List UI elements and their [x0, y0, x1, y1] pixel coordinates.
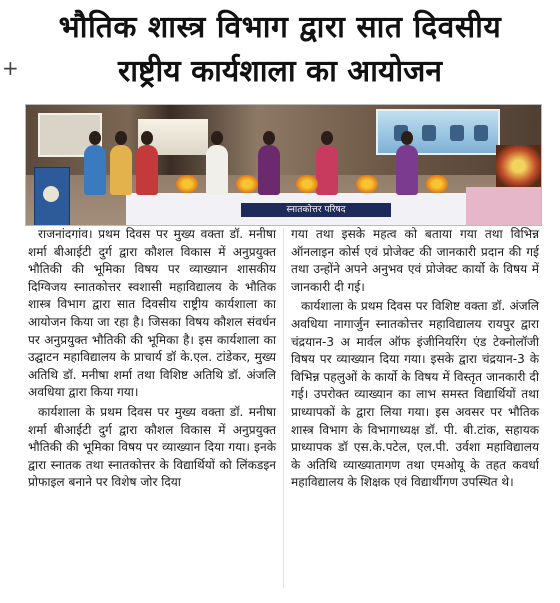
article-column-left	[28, 226, 276, 492]
column-divider	[283, 228, 284, 588]
headline-line-1: भौतिक शास्त्र विभाग द्वारा सात दिवसीय	[58, 10, 502, 45]
article-paragraph: कार्यशाला के प्रथम दिवस पर विशिष्ट वक्ता डॉ. अंजलि अवधिया नागार्जुन स्नातकोत्तर महाविद्यालय रायपुर द्वारा चंद्रयान-3 अ मार्वल ऑफ इंजीनियरिंग एंड टेक्नोलॉजी विषय पर व्याख्यान दिया गया। इसके द्वारा चंद्रयान-3 के विभिन्न पहलुओं के कार्यो के विषय में विस्तृत जानकारी दी गई। उपरोक्त व्याख्यान का लाभ समस्त विद्यार्थियों तथा प्राध्यापकों के द्वारा लिया गया। इस अवसर पर भौतिक शास्त्र विभाग के विभागाध्यक्ष डॉ. पी. बी.टांक, सहायक प्राध्यापक डॉ एस.के.पटेल, एल.पी. उर्वशा महाविद्यालय के अतिथि व्याख्यातागण तथा एमओयू के तहत कवर्धा महाविद्यालय के शिक्षक एवं विद्यार्थीगण उपस्थित थे।	[291, 299, 539, 490]
article-paragraph: राजनांदगांव। प्रथम दिवस पर मुख्य वक्ता डॉ. मनीषा शर्मा बीआईटी दुर्ग द्वारा कौशल विकास में अनुप्रयुक्त भौतिकी की भूमिका विषय पर व्याख्यान शासकीय दिग्विजय स्नातकोत्तर स्वशासी महाविद्यालय के भौतिक शास्त्र विभाग द्वारा सात दिवसीय राष्ट्रीय कार्यशाला का आयोजन किया जा रहा है। जिसका विषय कौशल संवर्धन पर अनुप्रयुक्त भौतिकी की भूमिका है। इस कार्यशाला का उद्घाटन महाविद्यालय के प्राचार्य डॉ के.एल. टांडेकर, मुख्य अतिथि डॉ. मनीषा शर्मा तथा विशिष्ट अतिथि डॉ. अंजलि अवधिया द्वारा किया गया।	[28, 227, 276, 400]
crosshair-icon: +	[2, 56, 19, 80]
stage-banner: स्नातकोत्तर परिषद	[241, 203, 391, 217]
headline	[0, 0, 560, 92]
article-paragraph: गया तथा इसके महत्व को बताया गया तथा विभिन्न ऑनलाइन कोर्स एवं प्रोजेक्ट की जानकारी प्रदान की गई तथा उन्होंने अपने अनुभव एवं प्रोजेक्ट कार्यो के विषय में जानकारी दी गई।	[291, 227, 539, 294]
headline-line-2: राष्ट्रीय कार्यशाला का आयोजन	[117, 54, 443, 89]
projector-screen	[376, 109, 500, 155]
event-photo	[25, 104, 542, 226]
college-podium	[34, 167, 70, 226]
article-paragraph: कार्यशाला के प्रथम दिवस पर मुख्य वक्ता डॉ. मनीषा शर्मा बीआईटी दुर्ग द्वारा कौशल विकास में अनुप्रयुक्त भौतिकी की भूमिका विषय पर व्याख्यान दिया गया। इनके द्वारा स्नातक तथा स्नातकोत्तर के विद्यार्थियों को लिंकडइन प्रोफाइल बनाने पर विशेष जोर दिया	[28, 404, 276, 490]
article-column-right	[291, 226, 539, 492]
